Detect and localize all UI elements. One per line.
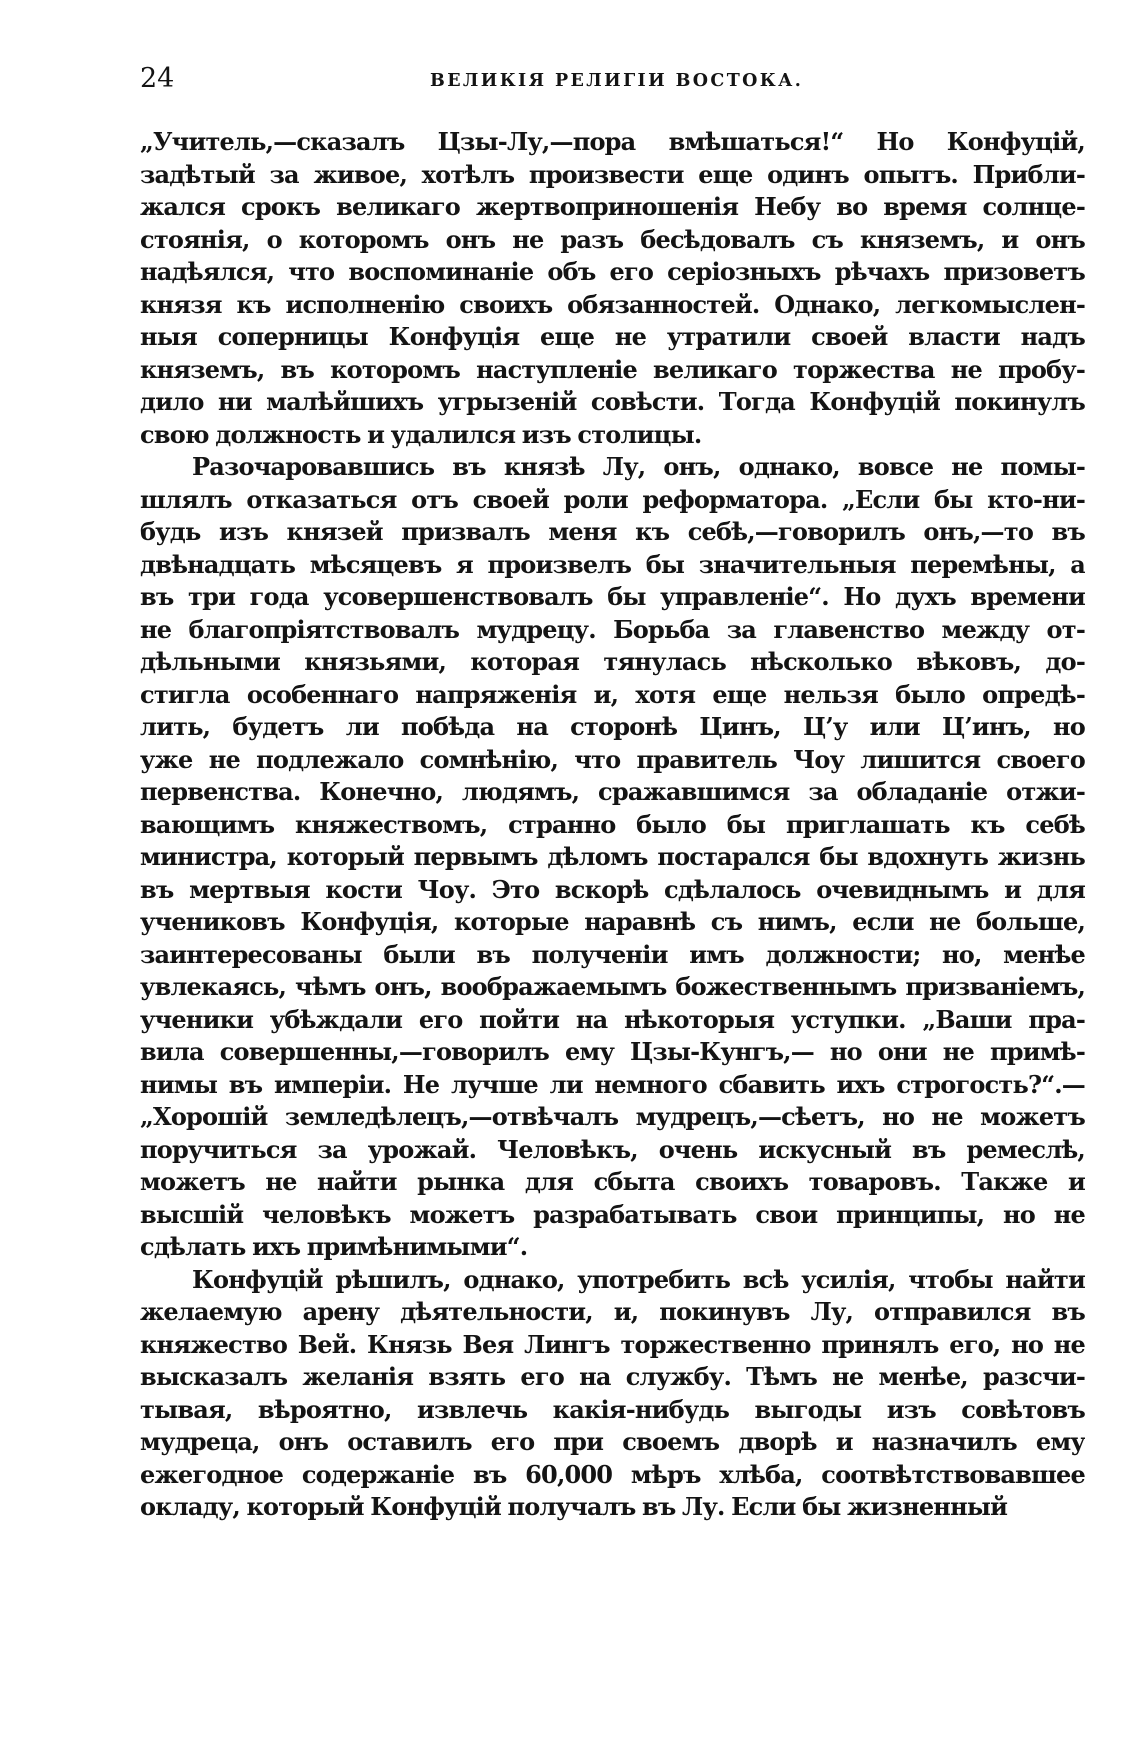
text-line: надѣялся, что воспоминаніе объ его серіозныхъ рѣчахъ призоветъ	[140, 257, 1085, 286]
text-line: учениковъ Конфуція, которые наравнѣ съ нимъ, если не больше,	[140, 907, 1085, 936]
body-text	[140, 126, 1085, 1524]
text-line: Разочаровавшись въ князѣ Лу, онъ, однако, вовсе не помы-	[192, 452, 1085, 481]
text-line: министра, который первымъ дѣломъ постарался бы вдохнуть жизнь	[140, 842, 1085, 871]
text-line: заинтересованы были въ полученіи имъ должности; но, менѣе	[140, 939, 1085, 969]
text-line: высказалъ желанія взять его на службу. Тѣмъ не менѣе, разсчи-	[140, 1362, 1085, 1391]
text-line: двѣнадцать мѣсяцевъ я произвелъ бы значительныя перемѣны, а	[140, 549, 1085, 579]
text-line: стоянія, о которомъ онъ не разъ бесѣдовалъ съ княземъ, и онъ	[140, 224, 1085, 254]
text-line: шлялъ отказаться отъ своей роли реформатора. „Если бы кто-ни-	[140, 484, 1085, 514]
text-line: поручиться за урожай. Человѣкъ, очень искусный въ ремеслѣ,	[140, 1134, 1085, 1164]
text-line: Конфуцій рѣшилъ, однако, употребить всѣ усилія, чтобы найти	[192, 1264, 1085, 1294]
text-line: высшій человѣкъ можетъ разрабатывать свои принципы, но не	[140, 1199, 1085, 1229]
text-line: окладу, который Конфуцій получалъ въ Лу. Если бы жизненный	[140, 1492, 1008, 1521]
text-line: ученики убѣждали его пойти на нѣкоторыя уступки. „Ваши пра-	[140, 1004, 1085, 1034]
text-line: стигла особеннаго напряженія и, хотя еще нельзя было опредѣ-	[140, 679, 1085, 709]
text-line: сдѣлать ихъ примѣнимыми“.	[140, 1232, 528, 1261]
text-line: княжество Вей. Князь Вея Лингъ торжественно принялъ его, но не	[140, 1329, 1085, 1359]
text-line: ныя соперницы Конфуція еще не утратили своей власти надъ	[140, 322, 1085, 351]
text-line: можетъ не найти рынка для сбыта своихъ товаровъ. Также и	[140, 1167, 1085, 1196]
text-line: „Хорошій земледѣлецъ,—отвѣчалъ мудрецъ,—сѣетъ, но не можетъ	[140, 1102, 1085, 1131]
text-line: нимы въ имперіи. Не лучше ли немного сбавить ихъ строгость?“.—	[140, 1069, 1085, 1099]
text-line: будь изъ князей призвалъ меня къ себѣ,—говорилъ онъ,—то въ	[140, 517, 1085, 546]
running-head	[140, 62, 1085, 102]
text-line: вающимъ княжествомъ, странно было бы приглашать къ себѣ	[140, 809, 1085, 839]
text-line: увлекаясь, чѣмъ онъ, воображаемымъ божественнымъ призваніемъ,	[140, 972, 1085, 1001]
text-line: уже не подлежало сомнѣнію, что правитель Чоу лишится своего	[140, 744, 1085, 774]
text-line: первенства. Конечно, людямъ, сражавшимся за обладаніе отжи-	[140, 777, 1085, 806]
paragraph	[140, 451, 1085, 1264]
text-line: жался срокъ великаго жертвоприношенія Небу во время солнце-	[140, 192, 1085, 221]
text-line: князя къ исполненію своихъ обязанностей. Однако, легкомыслен-	[140, 289, 1085, 319]
text-line: задѣтый за живое, хотѣлъ произвести еще одинъ опытъ. Прибли-	[140, 159, 1085, 189]
text-line: въ три года усовершенствовалъ бы управленіе“. Но духъ времени	[140, 582, 1085, 611]
text-line: свою должность и удалился изъ столицы.	[140, 419, 702, 449]
paragraph	[140, 126, 1085, 451]
page-number: 24	[140, 63, 175, 94]
text-line: ежегодное содержаніе въ 60,000 мѣръ хлѣба, соотвѣтствовавшее	[140, 1459, 1085, 1489]
text-line: желаемую арену дѣятельности, и, покинувъ Лу, отправился въ	[140, 1297, 1085, 1326]
paragraph	[140, 1264, 1085, 1524]
text-line: не благопріятствовалъ мудрецу. Борьба за главенство между от-	[140, 614, 1085, 644]
text-line: „Учитель,—сказалъ Цзы-Лу,—пора вмѣшаться!“ Но Конфуцій,	[140, 127, 1085, 156]
text-line: въ мертвыя кости Чоу. Это вскорѣ сдѣлалось очевиднымъ и для	[140, 874, 1085, 904]
text-line: княземъ, въ которомъ наступленіе великаго торжества не пробу-	[140, 354, 1085, 384]
text-line: дѣльными князьями, которая тянулась нѣсколько вѣковъ, до-	[140, 647, 1085, 676]
text-line: тывая, вѣроятно, извлечь какія-нибудь выгоды изъ совѣтовъ	[140, 1394, 1085, 1424]
text-line: мудреца, онъ оставилъ его при своемъ дворѣ и назначилъ ему	[140, 1427, 1085, 1456]
text-line: дило ни малѣйшихъ угрызеній совѣсти. Тогда Конфуцій покинулъ	[140, 387, 1085, 416]
text-line: лить, будетъ ли побѣда на сторонѣ Цинъ, Ц’у или Ц’инъ, но	[140, 712, 1085, 741]
text-line: вила совершенны,—говорилъ ему Цзы-Кунгъ,— но они не примѣ-	[140, 1037, 1085, 1066]
running-title: ВЕЛИКІЯ РЕЛИГІИ ВОСТОКА.	[430, 71, 804, 91]
